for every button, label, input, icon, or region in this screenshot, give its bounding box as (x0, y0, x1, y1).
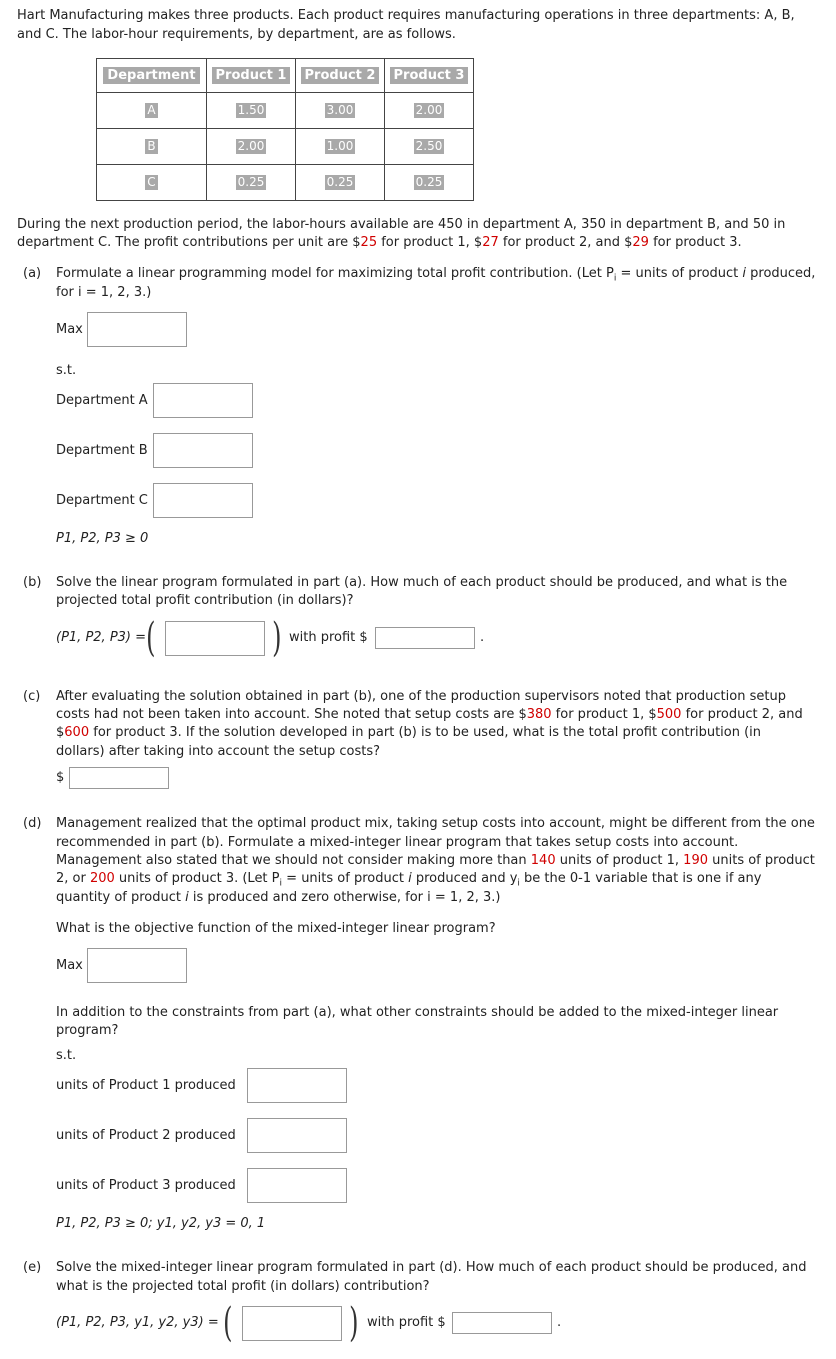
part-a-objective-input[interactable] (87, 312, 187, 347)
text-segment: quantity of product (56, 890, 186, 905)
profit-product-1: 25 (360, 235, 378, 250)
setup-cost-3: 600 (64, 725, 90, 740)
table-row (97, 165, 474, 201)
part-d-bounds: P1, P2, P3 ≥ 0; y1, y2, y3 = 0, 1 (56, 1216, 266, 1231)
part-b-line-2: projected total profit contribution (in dollars)? (56, 593, 354, 608)
part-d-question-2-line-2: program? (56, 1023, 119, 1038)
part-c-line-4: dollars) after taking into account the setup costs? (56, 744, 380, 759)
text-segment: for product 1, $ (377, 235, 483, 250)
part-c-label: (c) (23, 689, 41, 704)
units-p2-label: units of Product 2 produced (56, 1128, 236, 1143)
part-d-line-5 (56, 889, 500, 907)
units-p3-constraint-input[interactable] (247, 1168, 347, 1203)
setup-cost-1: 380 (526, 707, 552, 722)
units-p1-constraint-input[interactable] (247, 1068, 347, 1103)
part-e-tuple-label: (P1, P2, P3, y1, y2, y3) = (56, 1315, 219, 1330)
part-e-line-2: what is the projected total profit (in dollars) contribution? (56, 1279, 430, 1294)
text-segment: department C. The profit contributions per unit are $ (17, 235, 361, 250)
part-d-label: (d) (23, 816, 42, 831)
text-segment: units of product 3. (Let P (114, 871, 280, 886)
part-d-line-2: recommended in part (b). Formulate a mixed-integer linear program that takes setup costs into account. (56, 835, 739, 850)
text-segment: for product 2, and (681, 707, 803, 722)
part-a-label: (a) (23, 266, 42, 281)
italic-i: i (408, 871, 412, 886)
text-segment: $ (56, 725, 65, 740)
limit-product-3: 200 (89, 871, 115, 886)
units-p2-constraint-input[interactable] (247, 1118, 347, 1153)
text-segment: be the 0-1 variable that is one if any (519, 871, 762, 886)
dept-c-constraint-input[interactable] (153, 483, 253, 518)
part-d-line-1: Management realized that the optimal product mix, taking setup costs into account, might be different from the one (56, 816, 815, 831)
part-a-line-1 (56, 265, 815, 288)
part-e-solution-input[interactable] (242, 1306, 342, 1341)
table-header-row (97, 59, 474, 93)
intro-line-2: and C. The labor-hour requirements, by department, are as follows. (17, 27, 456, 42)
header-department: Department (103, 67, 199, 84)
availability-line-2 (17, 234, 742, 252)
table-row (97, 129, 474, 165)
cell-value: 0.25 (415, 175, 443, 189)
part-b-line-1: Solve the linear program formulated in part (a). How much of each product should be produced, and what is the (56, 575, 788, 590)
left-paren-icon: ( (146, 615, 156, 661)
text-segment: Formulate a linear programming model for maximizing total profit contribution. (Let P (56, 266, 614, 281)
part-d-question-2-line-1: In addition to the constraints from part (a), what other constraints should be added to the mixed-integer linear (56, 1005, 779, 1020)
part-e-line-1: Solve the mixed-integer linear program formulated in part (d). How much of each product should be produced, and (56, 1260, 807, 1275)
header-product-2: Product 2 (301, 67, 380, 84)
part-a-max-label: Max (56, 322, 83, 337)
availability-line-1: During the next production period, the labor-hours available are 450 in department A, 350 in department B, and 50 in (17, 217, 786, 232)
text-segment: = units of product (282, 871, 409, 886)
part-d-st-label: s.t. (56, 1048, 77, 1063)
part-c-line-3 (56, 724, 761, 742)
cell-value: 0.25 (237, 175, 265, 189)
cell-value: 1.50 (237, 103, 265, 117)
dept-b-label: Department B (56, 443, 148, 458)
part-c-line-2 (56, 706, 803, 724)
part-d-objective-input[interactable] (87, 948, 187, 983)
part-e-with-profit: with profit $ (367, 1315, 446, 1330)
dept-a-constraint-input[interactable] (153, 383, 253, 418)
part-c-dollar: $ (56, 770, 65, 785)
limit-product-1: 140 (530, 853, 556, 868)
cell-dept: A (147, 103, 156, 117)
cell-value: 2.50 (415, 139, 443, 153)
cell-dept: C (147, 175, 156, 189)
italic-i: i (185, 890, 189, 905)
cell-value: 2.00 (237, 139, 265, 153)
right-paren-icon: ) (349, 1300, 359, 1346)
cell-value: 1.00 (326, 139, 354, 153)
part-d-question-1: What is the objective function of the mixed-integer linear program? (56, 921, 496, 936)
header-product-3: Product 3 (390, 67, 469, 84)
cell-value: 0.25 (326, 175, 354, 189)
part-a-st-label: s.t. (56, 363, 77, 378)
text-segment: for product 3. (648, 235, 742, 250)
text-segment: = units of product (616, 266, 743, 281)
text-segment: units of product (708, 853, 815, 868)
part-b-tuple-label: (P1, P2, P3) = (56, 630, 147, 645)
text-segment: 2, or (56, 871, 90, 886)
part-e-label: (e) (23, 1260, 42, 1275)
text-segment: is produced and zero otherwise, for i = 1, 2, 3.) (188, 890, 501, 905)
profit-product-3: 29 (632, 235, 649, 250)
cell-value: 2.00 (415, 103, 443, 117)
cell-dept: B (147, 139, 156, 153)
text-segment: for product 2, and $ (498, 235, 633, 250)
dept-a-label: Department A (56, 393, 148, 408)
text-segment: Management also stated that we should not consider making more than (56, 853, 531, 868)
subscript: i (279, 878, 283, 889)
subscript: i (613, 273, 617, 284)
part-b-solution-input[interactable] (165, 621, 265, 656)
intro-line-1: Hart Manufacturing makes three products. Each product requires manufacturing operations in three departments: A, B, (17, 8, 795, 23)
part-b-label: (b) (23, 575, 42, 590)
limit-product-2: 190 (683, 853, 708, 868)
part-d-line-3 (56, 852, 815, 870)
text-segment: for product 1, $ (551, 707, 657, 722)
units-p1-label: units of Product 1 produced (56, 1078, 236, 1093)
units-p3-label: units of Product 3 produced (56, 1178, 236, 1193)
part-b-with-profit: with profit $ (289, 630, 368, 645)
dept-b-constraint-input[interactable] (153, 433, 253, 468)
profit-product-2: 27 (482, 235, 499, 250)
subscript: i (517, 878, 520, 889)
cell-value: 3.00 (326, 103, 354, 117)
left-paren-icon: ( (223, 1300, 233, 1346)
part-b-profit-input[interactable] (375, 627, 475, 649)
table-row (97, 93, 474, 129)
part-d-max-label: Max (56, 958, 83, 973)
part-c-profit-input[interactable] (69, 767, 169, 789)
part-e-period: . (557, 1315, 562, 1330)
italic-i: i (742, 266, 747, 281)
header-product-1: Product 1 (212, 67, 291, 84)
text-segment: produced and y (411, 871, 518, 886)
text-segment: costs had not been taken into account. She noted that setup costs are $ (56, 707, 527, 722)
part-a-line-2: for i = 1, 2, 3.) (56, 285, 152, 300)
part-e-profit-input[interactable] (452, 1312, 552, 1334)
text-segment: produced, (746, 266, 816, 281)
dept-c-label: Department C (56, 493, 148, 508)
part-a-nonnegativity: P1, P2, P3 ≥ 0 (56, 531, 149, 546)
text-segment: for product 3. If the solution developed in part (b) is to be used, what is the total profit contribution (in (89, 725, 762, 740)
labor-hours-table (96, 58, 474, 201)
setup-cost-2: 500 (656, 707, 682, 722)
part-b-period: . (480, 630, 485, 645)
text-segment: units of product 1, (555, 853, 684, 868)
part-c-line-1: After evaluating the solution obtained in part (b), one of the production supervisors noted that production setup (56, 689, 786, 704)
right-paren-icon: ) (272, 615, 282, 661)
